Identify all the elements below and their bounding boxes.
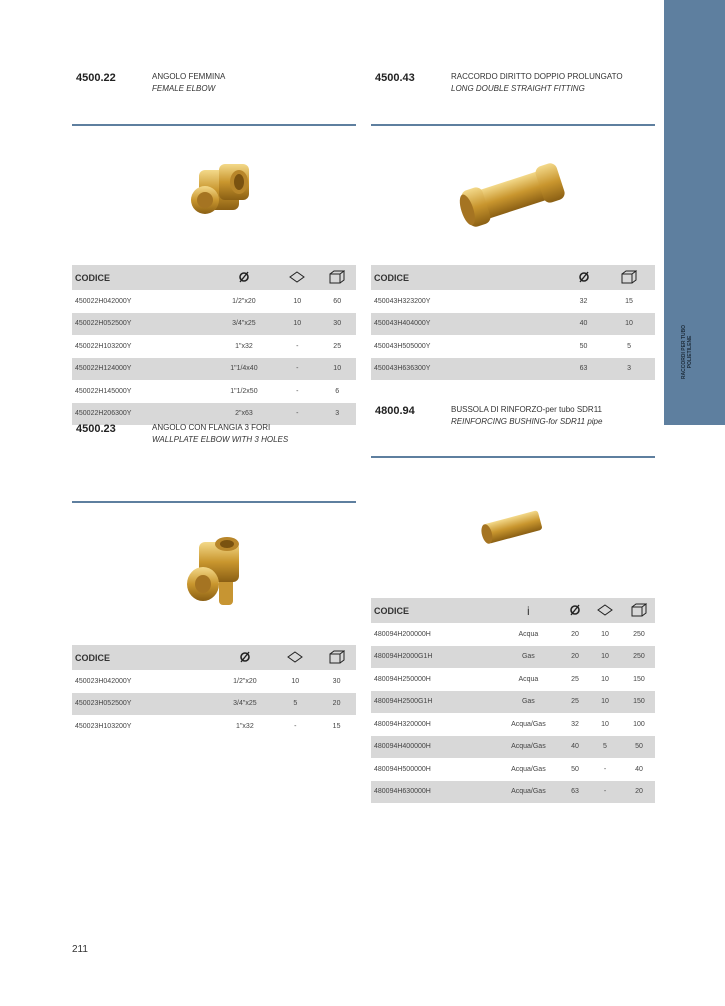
table-row: [371, 758, 655, 781]
info-icon: i: [494, 598, 563, 623]
table-cell: Acqua/Gas: [494, 713, 563, 736]
diameter-icon: [216, 645, 273, 670]
table-row: [371, 290, 655, 313]
table-cell: 20: [563, 623, 587, 646]
table-cell: 25: [563, 691, 587, 714]
table-cell: 450022H124000Y: [72, 358, 212, 381]
table-cell: 50: [623, 736, 655, 759]
table-cell: 50: [564, 335, 603, 358]
table-cell: 32: [564, 290, 603, 313]
wrench-icon: [276, 265, 318, 290]
table-cell: 3: [603, 358, 655, 381]
table-cell: 6: [318, 380, 356, 403]
table-cell: 450023H052500Y: [72, 693, 216, 716]
table-cell: 450022H103200Y: [72, 335, 212, 358]
table-row: [72, 693, 356, 716]
table-cell: 250: [623, 646, 655, 669]
table-row: [371, 736, 655, 759]
product-table: [72, 265, 356, 426]
table-cell: 10: [603, 313, 655, 336]
table-cell: Gas: [494, 646, 563, 669]
table-cell: -: [276, 335, 318, 358]
box-icon: [623, 598, 655, 623]
table-row: [371, 646, 655, 669]
table-cell: -: [587, 758, 623, 781]
table-header: [72, 645, 356, 670]
table-header: [72, 265, 356, 290]
divider: [371, 124, 655, 126]
table-cell: 1"1/2x50: [212, 380, 276, 403]
table-cell: 480094H320000H: [371, 713, 494, 736]
divider: [371, 456, 655, 458]
table-cell: Acqua/Gas: [494, 736, 563, 759]
product-image: [371, 130, 655, 260]
table-cell: 150: [623, 668, 655, 691]
diameter-icon: [563, 598, 587, 623]
table-cell: 450022H052500Y: [72, 313, 212, 336]
wrench-icon: [587, 598, 623, 623]
table-cell: 450022H206300Y: [72, 403, 212, 426]
table-cell: 480094H250000H: [371, 668, 494, 691]
box-icon: [317, 645, 356, 670]
box-icon: [318, 265, 356, 290]
box-icon: [603, 265, 655, 290]
table-cell: 450022H042000Y: [72, 290, 212, 313]
table-row: [371, 781, 655, 804]
product-title: BUSSOLA DI RINFORZO-per tubo SDR11: [451, 405, 603, 414]
divider: [72, 501, 356, 503]
table-cell: 10: [587, 691, 623, 714]
table-cell: 40: [563, 736, 587, 759]
table-cell: -: [276, 403, 318, 426]
wrench-icon: [273, 645, 317, 670]
table-cell: 30: [317, 670, 356, 693]
table-cell: Acqua: [494, 668, 563, 691]
table-cell: 3/4"x25: [212, 313, 276, 336]
table-row: [371, 713, 655, 736]
table-cell: 32: [563, 713, 587, 736]
table-cell: 25: [318, 335, 356, 358]
product-code: 4500.43: [375, 72, 415, 84]
product-subtitle: LONG DOUBLE STRAIGHT FITTING: [451, 84, 585, 93]
product-code: 4500.23: [76, 423, 116, 435]
table-row: [371, 335, 655, 358]
table-cell: Acqua: [494, 623, 563, 646]
table-cell: 25: [563, 668, 587, 691]
table-cell: 250: [623, 623, 655, 646]
table-row: [72, 670, 356, 693]
diameter-icon: [212, 265, 276, 290]
side-tab: [664, 0, 725, 425]
table-cell: 1/2"x20: [212, 290, 276, 313]
table-cell: 480094H500000H: [371, 758, 494, 781]
table-row: [72, 290, 356, 313]
divider: [72, 124, 356, 126]
product-image: [371, 462, 655, 592]
table-cell: 480094H2500G1H: [371, 691, 494, 714]
table-cell: Gas: [494, 691, 563, 714]
table-cell: 10: [273, 670, 317, 693]
table-cell: 10: [587, 668, 623, 691]
column-header-code: CODICE: [371, 598, 494, 623]
product-image: [72, 130, 356, 260]
page-number: 211: [72, 944, 88, 955]
table-cell: 150: [623, 691, 655, 714]
table-cell: -: [276, 380, 318, 403]
table-cell: 1/2"x20: [216, 670, 273, 693]
table-row: [371, 358, 655, 381]
product-table: [371, 265, 655, 381]
table-cell: 450023H042000Y: [72, 670, 216, 693]
table-cell: 3: [318, 403, 356, 426]
table-row: [72, 335, 356, 358]
table-cell: 100: [623, 713, 655, 736]
table-cell: Acqua/Gas: [494, 781, 563, 804]
product-table: [371, 598, 655, 804]
table-cell: 450023H103200Y: [72, 715, 216, 738]
table-cell: 20: [317, 693, 356, 716]
table-cell: 10: [587, 623, 623, 646]
table-row: [72, 358, 356, 381]
table-cell: -: [273, 715, 317, 738]
product-subtitle: FEMALE ELBOW: [152, 84, 216, 93]
table-cell: 40: [564, 313, 603, 336]
table-cell: 1"x32: [212, 335, 276, 358]
table-row: [72, 715, 356, 738]
table-cell: 10: [587, 646, 623, 669]
product-title: ANGOLO CON FLANGIA 3 FORI: [152, 423, 271, 432]
table-cell: 50: [563, 758, 587, 781]
table-cell: -: [587, 781, 623, 804]
table-cell: 480094H200000H: [371, 623, 494, 646]
side-tab-label: [681, 312, 693, 392]
side-tab-line1: RACCORDI PER TUBO: [681, 324, 687, 380]
table-header: [371, 598, 655, 623]
table-cell: 480094H630000H: [371, 781, 494, 804]
table-cell: 15: [317, 715, 356, 738]
table-cell: 20: [563, 646, 587, 669]
table-cell: 2"x63: [212, 403, 276, 426]
product-image: [72, 507, 356, 637]
table-cell: 480094H400000H: [371, 736, 494, 759]
table-cell: 15: [603, 290, 655, 313]
table-cell: 60: [318, 290, 356, 313]
table-row: [371, 623, 655, 646]
table-cell: 450043H636300Y: [371, 358, 564, 381]
table-row: [72, 403, 356, 426]
table-cell: 450043H404000Y: [371, 313, 564, 336]
table-cell: 1"1/4x40: [212, 358, 276, 381]
product-code: 4500.22: [76, 72, 116, 84]
table-cell: 40: [623, 758, 655, 781]
table-cell: 10: [587, 713, 623, 736]
table-cell: 450043H323200Y: [371, 290, 564, 313]
table-cell: -: [276, 358, 318, 381]
table-row: [72, 380, 356, 403]
table-cell: 63: [564, 358, 603, 381]
table-cell: 480094H2000G1H: [371, 646, 494, 669]
table-cell: 5: [273, 693, 317, 716]
table-cell: 30: [318, 313, 356, 336]
table-cell: 20: [623, 781, 655, 804]
column-header-code: CODICE: [371, 265, 564, 290]
diameter-icon: [564, 265, 603, 290]
table-cell: 1"x32: [216, 715, 273, 738]
table-cell: 5: [603, 335, 655, 358]
table-cell: 450022H145000Y: [72, 380, 212, 403]
table-cell: 3/4"x25: [216, 693, 273, 716]
table-row: [371, 313, 655, 336]
product-subtitle: REINFORCING BUSHING-for SDR11 pipe: [451, 417, 603, 426]
product-subtitle: WALLPLATE ELBOW WITH 3 HOLES: [152, 435, 289, 444]
table-cell: 63: [563, 781, 587, 804]
table-header: [371, 265, 655, 290]
column-header-code: CODICE: [72, 265, 212, 290]
column-header-code: CODICE: [72, 645, 216, 670]
table-cell: 10: [276, 313, 318, 336]
table-cell: 450043H505000Y: [371, 335, 564, 358]
side-tab-line2: POLIETILENE: [687, 335, 693, 369]
table-cell: Acqua/Gas: [494, 758, 563, 781]
table-cell: 5: [587, 736, 623, 759]
product-title: ANGOLO FEMMINA: [152, 72, 226, 81]
table-row: [371, 668, 655, 691]
table-cell: 10: [318, 358, 356, 381]
table-row: [72, 313, 356, 336]
table-cell: 10: [276, 290, 318, 313]
product-title: RACCORDO DIRITTO DOPPIO PROLUNGATO: [451, 72, 623, 81]
table-row: [371, 691, 655, 714]
product-code: 4800.94: [375, 405, 415, 417]
product-table: [72, 645, 356, 738]
